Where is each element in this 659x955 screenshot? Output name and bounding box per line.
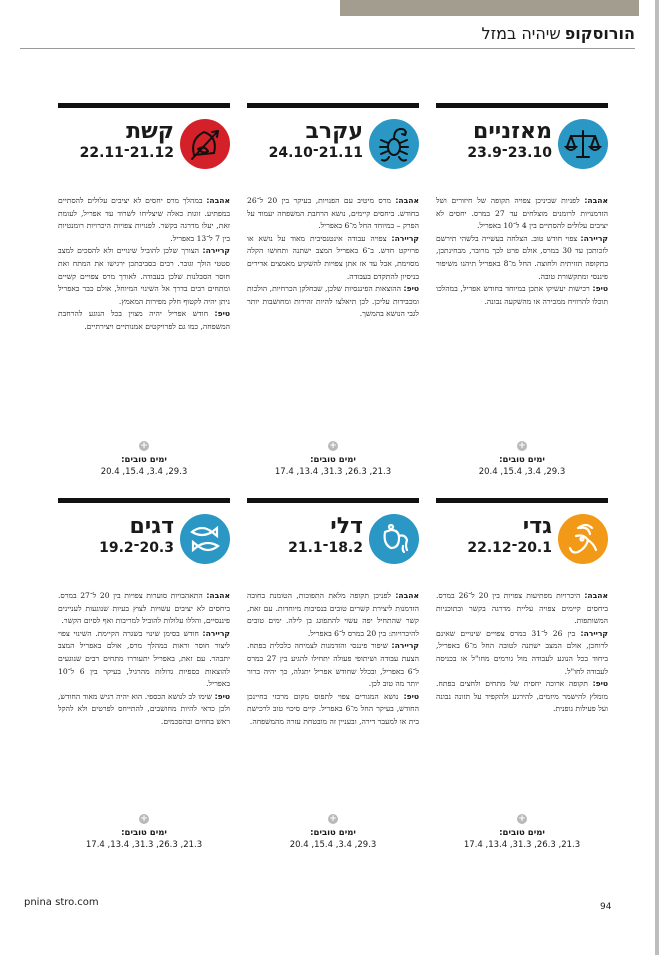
sign-column-sagittarius	[58, 103, 230, 334]
plus-icon: +	[518, 441, 526, 451]
sign-dates: 23.10־23.9	[467, 145, 552, 161]
career-text: צפוי חודש טוב. הצלחה בעשייה בלשהי תירשם לזכותכן עד 30 במרס, אולם פרט לכך מרובר, מבחינתכן, בתקופה תזזיתית ולחוצה. החל מ־8 באפריל תיהנו משיפור פיננסי ומתקשורת טובה.	[436, 233, 608, 281]
good-days-libra	[436, 433, 608, 477]
good-days-scorpio	[247, 433, 419, 477]
capricorn-goat-icon	[558, 514, 608, 564]
header-title-light: שיהיה במזל	[481, 24, 561, 43]
sign-dates: 21.11־24.10	[268, 145, 363, 161]
good-days-dates: 20.4 ,15.4 ,3.4 ,29.3	[289, 840, 377, 850]
tip-text: ההוצאות הפיננסיות שלכן, שבחלקן הכרחיות, הולכות ומכבידות עליכן. לכן תיאלצו להיות זהירות ומחושבות יותר לגבי הנושא בהמשך.	[247, 284, 419, 319]
libra-scales-icon	[558, 119, 608, 169]
footer-site: pnina stro.com	[24, 897, 99, 908]
plus-icon: +	[140, 814, 148, 824]
column-rule	[58, 103, 230, 108]
scorpio-scorpion-icon	[369, 119, 419, 169]
plus-icon: +	[329, 814, 337, 824]
sign-dates: 21.12־22.11	[79, 145, 174, 161]
horoscope-text: אהבה: לפניות שביניכן צפויה תקופה של חיזורים ושל הזדמנויות לרומנים מוצלחים עד 27 במרס. יחסים לא יציבים עלולים להסתיים בין 4 ל־10 באפריל. קריירה: צפוי חודש טוב. הצלחה בעשייה בלשהי תירשם לזכותכן עד 30 במרס, אולם פרט לכך מרובר, מבחינתכן, בתקופה תזזיתית ולחוצה. החל מ־8 באפריל תיהנו משיפור פיננסי ומתקשורת טובה. טיפ: רכישות יעשיקו אתכן במיוחד בחודש אפריל, במהלכו תוכלו להרוויח ממכירה או מהשקעה נבונה.	[436, 196, 609, 306]
sign-name: מאזניים	[473, 119, 552, 144]
column-rule	[247, 498, 419, 503]
good-days-dates: 20.4 ,15.4 ,3.4 ,29.3	[478, 467, 566, 477]
sign-name: קשת	[126, 119, 174, 144]
column-rule	[436, 498, 608, 503]
love-text: לפניכן תקופה מלאת התפוכות, הטומנת בחובה הזדמנות ליצירת קשרים טובים בנסיבות מיוחדות. עם זאת, קשר שהתחיל יפה עשוי להתפוגג בן לילה. ימים טובים להיכרויות: בין 20 במרס ל־6 באפריל.	[247, 591, 419, 638]
good-days-pisces	[58, 806, 230, 850]
good-days-dates: 17.4 ,13.4 ,31.3 ,26.3 ,21.3	[85, 840, 203, 850]
good-days-label: ימים טובים:	[310, 828, 356, 838]
sign-name: עקרב	[305, 119, 363, 144]
tip-text: חודש אפריל יהיה מצוין בכל הנוגע להרחבת המשפחה, כמו גם לפרויקטים אמנותיים ויצירתיים.	[58, 309, 230, 331]
tip-text: שימו לב לנושא הכספי. הוא יהיה רגיש מאוד החודש, ולכן כדאי להיות מחושבים, להתייחס לפרטים ולא להקל ראש בחוזים ובהסכמים.	[58, 691, 230, 726]
love-text: מרס מיטיב עם הפנויות, בעיקר בין 20 ל־26 בחודש. ביחסים קיימים, נושא הרחבת המשפחה יעמוד על הפרק – במיוחד החל מ־6 באפריל.	[247, 196, 419, 231]
pisces-fish-icon	[180, 514, 230, 564]
horoscope-text: אהבה: התאהבויות סוערות צפויות בין 20 ל־27 במרס. ביחסים לא יציבים עשויות לצוץ בעיות שנוגעות לעניינים פיננסיים, והללו עלולות להוביל למריבות ואף לסיום הקשר. קריירה: חודש בסימן שינוי בשגרה הקיימת. השינוי צפוי ליצור חוסר וראות במהלך מרס, אולם באפריל המצב יתבהר. עם זאת, באפריל יתעוררו מתחים רבים שנוגעים להוצאות כספיות גדולות מהרגיל, בעיקר בין 6 ל־10 באפריל. טיפ: שימו לב לנושא הכספי. הוא יהיה רגיש מאוד החודש, ולכן כדאי להיות מחושבים, להתייחס לפרטים ולא להקל ראש בחוזים ובהסכמים.	[58, 591, 230, 726]
good-days-capricorn	[436, 806, 608, 850]
good-days-sagittarius	[58, 433, 230, 477]
sign-column-pisces	[58, 498, 230, 729]
sign-column-scorpio	[247, 103, 419, 321]
good-days-aquarius	[247, 806, 419, 850]
sign-name: דגים	[129, 514, 174, 539]
column-rule	[58, 498, 230, 503]
career-text: בין 26 ל־31 במרס צפויים שינויים שאינם לרוחכן, אולם המצב ישתנה לטובה החל מ־6 באפריל, ביחוד בכל הנוגע לעבודה מול גורמים מחו"ל או בכניסה לעבודה לחו"ל.	[436, 628, 608, 676]
love-text: התאהבויות סוערות צפויות בין 20 ל־27 במרס. ביחסים לא יציבים עשויות לצוץ בעיות שנוגעות לעניינים פיננסיים, והללו עלולות להוביל למריבות ואף לסיום הקשר.	[58, 591, 230, 626]
horoscope-text: אהבה: במהלך מרס יחסים לא יציבים עלולים להסתיים במפתיע. זוגות כאלה שיצליחו לשרוד עד אפריל, לעומת זאת, יעלו מדרגה בקשר. לפנויות צפויות היכרויות רומנטיות בין 7 ל־13 באפריל. קריירה: הצורך שלכן להוביל שינויים ולא להסכים למצב סטטי הולך וגובר. רבים בסביבתכן ירגישו את המתח ואת חוסר הסבלנות שלכן בעבודה. לאורך מרס צפויים קשיים ומתחים רבים בדרך אל השינוי המיוחל, אולם כבר באפריל ניתן יהיה לקטוף חלק מפירות המאמץ. טיפ: חודש אפריל יהיה מצוין בכל הנוגע להרחבת המשפחה, כמו גם לפרויקטים אמנותיים ויצירתיים.	[58, 196, 230, 331]
good-days-dates: 17.4 ,13.4 ,31.3 ,26.3 ,21.3	[274, 467, 392, 477]
career-text: שיפור פיננסי והזדמנות לצמיחה כלכלית בפתח. הצעת עבודה ושיתופי פעולה יתחילו להגיע בין 27 במרס ל־6 באפריל, ובכלל שחודש אפריל יתגלה, כך יהיה ברור יותר מה טוב לכן.	[247, 641, 419, 689]
good-days-label: ימים טובים:	[310, 455, 356, 465]
good-days-label: ימים טובים:	[121, 455, 167, 465]
sign-dates: 20.1־22.12	[467, 540, 552, 556]
page-header	[20, 22, 635, 49]
column-rule	[436, 103, 608, 108]
aquarius-water-bearer-icon	[369, 514, 419, 564]
love-text: היכרויות מפתיעות צפויות בין 20 ל־26 במרס. ביחסים קיימים צפויה עליית מדרגה בקשר ובתוכניות המשותפות.	[436, 591, 608, 626]
horoscope-text: אהבה: היכרויות מפתיעות צפויות בין 20 ל־26 במרס. ביחסים קיימים צפויה עליית מדרגה בקשר ובתוכניות המשותפות. קריירה: בין 26 ל־31 במרס צפויים שינויים שאינם לרוחכן, אולם המצב ישתנה לטובה החל מ־6 באפריל, ביחוד בכל הנוגע לעבודה מול גורמים מחו"ל או בכניסה לעבודה לחו"ל. טיפ: תקופה ארוכה יחסית של מתחים ולחצים בפתח. מומלץ להישמר מיזמים, להירגע ולהקפיד על תזונה נבונה ועל פעילות גופנית.	[436, 591, 609, 714]
plus-icon: +	[140, 441, 148, 451]
horoscope-text: אהבה: לפניכן תקופה מלאת התפוכות, הטומנת בחובה הזדמנות ליצירת קשרים טובים בנסיבות מיוחדות. עם זאת, קשר שהתחיל יפה עשוי להתפוגג בן לילה. ימים טובים להיכרויות: בין 20 במרס ל־6 באפריל. קריירה: שיפור פיננסי והזדמנות לצמיחה כלכלית בפתח. הצעת עבודה ושיתופי פעולה יתחילו להגיע בין 27 במרס ל־6 באפריל, ובכלל שחודש אפריל יתגלה, כך יהיה ברור יותר מה טוב לכן. טיפ: נושא המגורים צפוי לתפוס מקום מרכזי בחיינכן החודש, בעיקר החל מ־6 באפריל. קיים סיכוי טוב לרכישת בית או למעבר דירה, ובעניין זה מובטחת עזרה מהמשפחה.	[247, 591, 419, 726]
good-days-dates: 20.4 ,15.4 ,3.4 ,29.3	[100, 467, 188, 477]
top-color-bar	[340, 0, 639, 16]
sign-name: גדי	[522, 514, 552, 539]
column-rule	[247, 103, 419, 108]
good-days-dates: 17.4 ,13.4 ,31.3 ,26.3 ,21.3	[463, 840, 581, 850]
love-text: לפניות שביניכן צפויה תקופה של חיזורים ושל הזדמנויות לרומנים מוצלחים עד 27 במרס. יחסים לא יציבים עלולים להסתיים בין 4 ל־10 באפריל.	[436, 196, 608, 231]
good-days-label: ימים טובים:	[499, 828, 545, 838]
horoscope-text: אהבה: מרס מיטיב עם הפנויות, בעיקר בין 20 ל־26 בחודש. ביחסים קיימים, נושא הרחבת המשפחה יעמוד על הפרק – במיוחד החל מ־6 באפריל. קריירה: צפויה עבודה אינטנסיבית מאוד על נושא או פרויקט חדש. ב־6 באפריל המצב ישתנה ותחושו הקלה מסוימת, אבל עד אז אתן צפויות להשקיע מאמצים אדירים בניסיון להתקדם בעבודה. טיפ: ההוצאות הפיננסיות שלכן, שבחלקן הכרחיות, הולכות ומכבידות עליכן. לכן תיאלצו להיות זהירות ומחושבות יותר לגבי הנושא בהמשך.	[247, 196, 419, 319]
tip-text: תקופה ארוכה יחסית של מתחים ולחצים בפתח. מומלץ להישמר מיזמים, להירגע ולהקפיד על תזונה נבונה ועל פעילות גופנית.	[436, 679, 608, 714]
sign-column-libra	[436, 103, 608, 308]
career-text: חודש בסימן שינוי בשגרה הקיימת. השינוי צפוי ליצור חוסר וראות במהלך מרס, אולם באפריל המצב יתבהר. עם זאת, באפריל יתעוררו מתחים רבים שנוגעים להוצאות כספיות גדולות מהרגיל, בעיקר בין 6 ל־10 באפריל.	[58, 628, 230, 689]
sign-dates: 18.2־21.1	[288, 540, 363, 556]
sign-dates: 20.3־19.2	[99, 540, 174, 556]
page-edge	[655, 0, 659, 955]
love-text: במהלך מרס יחסים לא יציבים עלולים להסתיים במפתיע. זוגות כאלה שיצליחו לשרוד עד אפריל, לעומת זאת, יעלו מדרגה בקשר. לפנויות צפויות היכרויות רומנטיות בין 7 ל־13 באפריל.	[58, 196, 230, 243]
career-text: צפויה עבודה אינטנסיבית מאוד על נושא או פרויקט חדש. ב־6 באפריל המצב ישתנה ותחושו הקלה מסוימת, אבל עד אז אתן צפויות להשקיע מאמצים אדירים בניסיון להתקדם בעבודה.	[247, 233, 419, 281]
good-days-label: ימים טובים:	[499, 455, 545, 465]
plus-icon: +	[329, 441, 337, 451]
header-title-bold: הורוסקופ	[564, 24, 635, 43]
tip-text: רכישות יעשיקו אתכן במיוחד בחודש אפריל, במהלכו תוכלו להרוויח ממכירה או מהשקעה נבונה.	[436, 284, 608, 306]
sign-column-capricorn	[436, 498, 608, 716]
page-number: 94	[600, 902, 612, 912]
sign-column-aquarius	[247, 498, 419, 729]
sign-name: דלי	[330, 514, 363, 539]
tip-text: נושא המגורים צפוי לתפוס מקום מרכזי בחיינכן החודש, בעיקר החל מ־6 באפריל. קיים סיכוי טוב לרכישת בית או למעבר דירה, ובעניין זה מובטחת עזרה מהמשפחה.	[247, 691, 419, 726]
sagittarius-archer-icon	[180, 119, 230, 169]
good-days-label: ימים טובים:	[121, 828, 167, 838]
plus-icon: +	[518, 814, 526, 824]
career-text: הצורך שלכן להוביל שינויים ולא להסכים למצב סטטי הולך וגובר. רבים בסביבתכן ירגישו את המתח ואת חוסר הסבלנות שלכן בעבודה. לאורך מרס צפויים קשיים ומתחים רבים בדרך אל השינוי המיוחל, אולם כבר באפריל ניתן יהיה לקטוף חלק מפירות המאמץ.	[58, 246, 230, 306]
